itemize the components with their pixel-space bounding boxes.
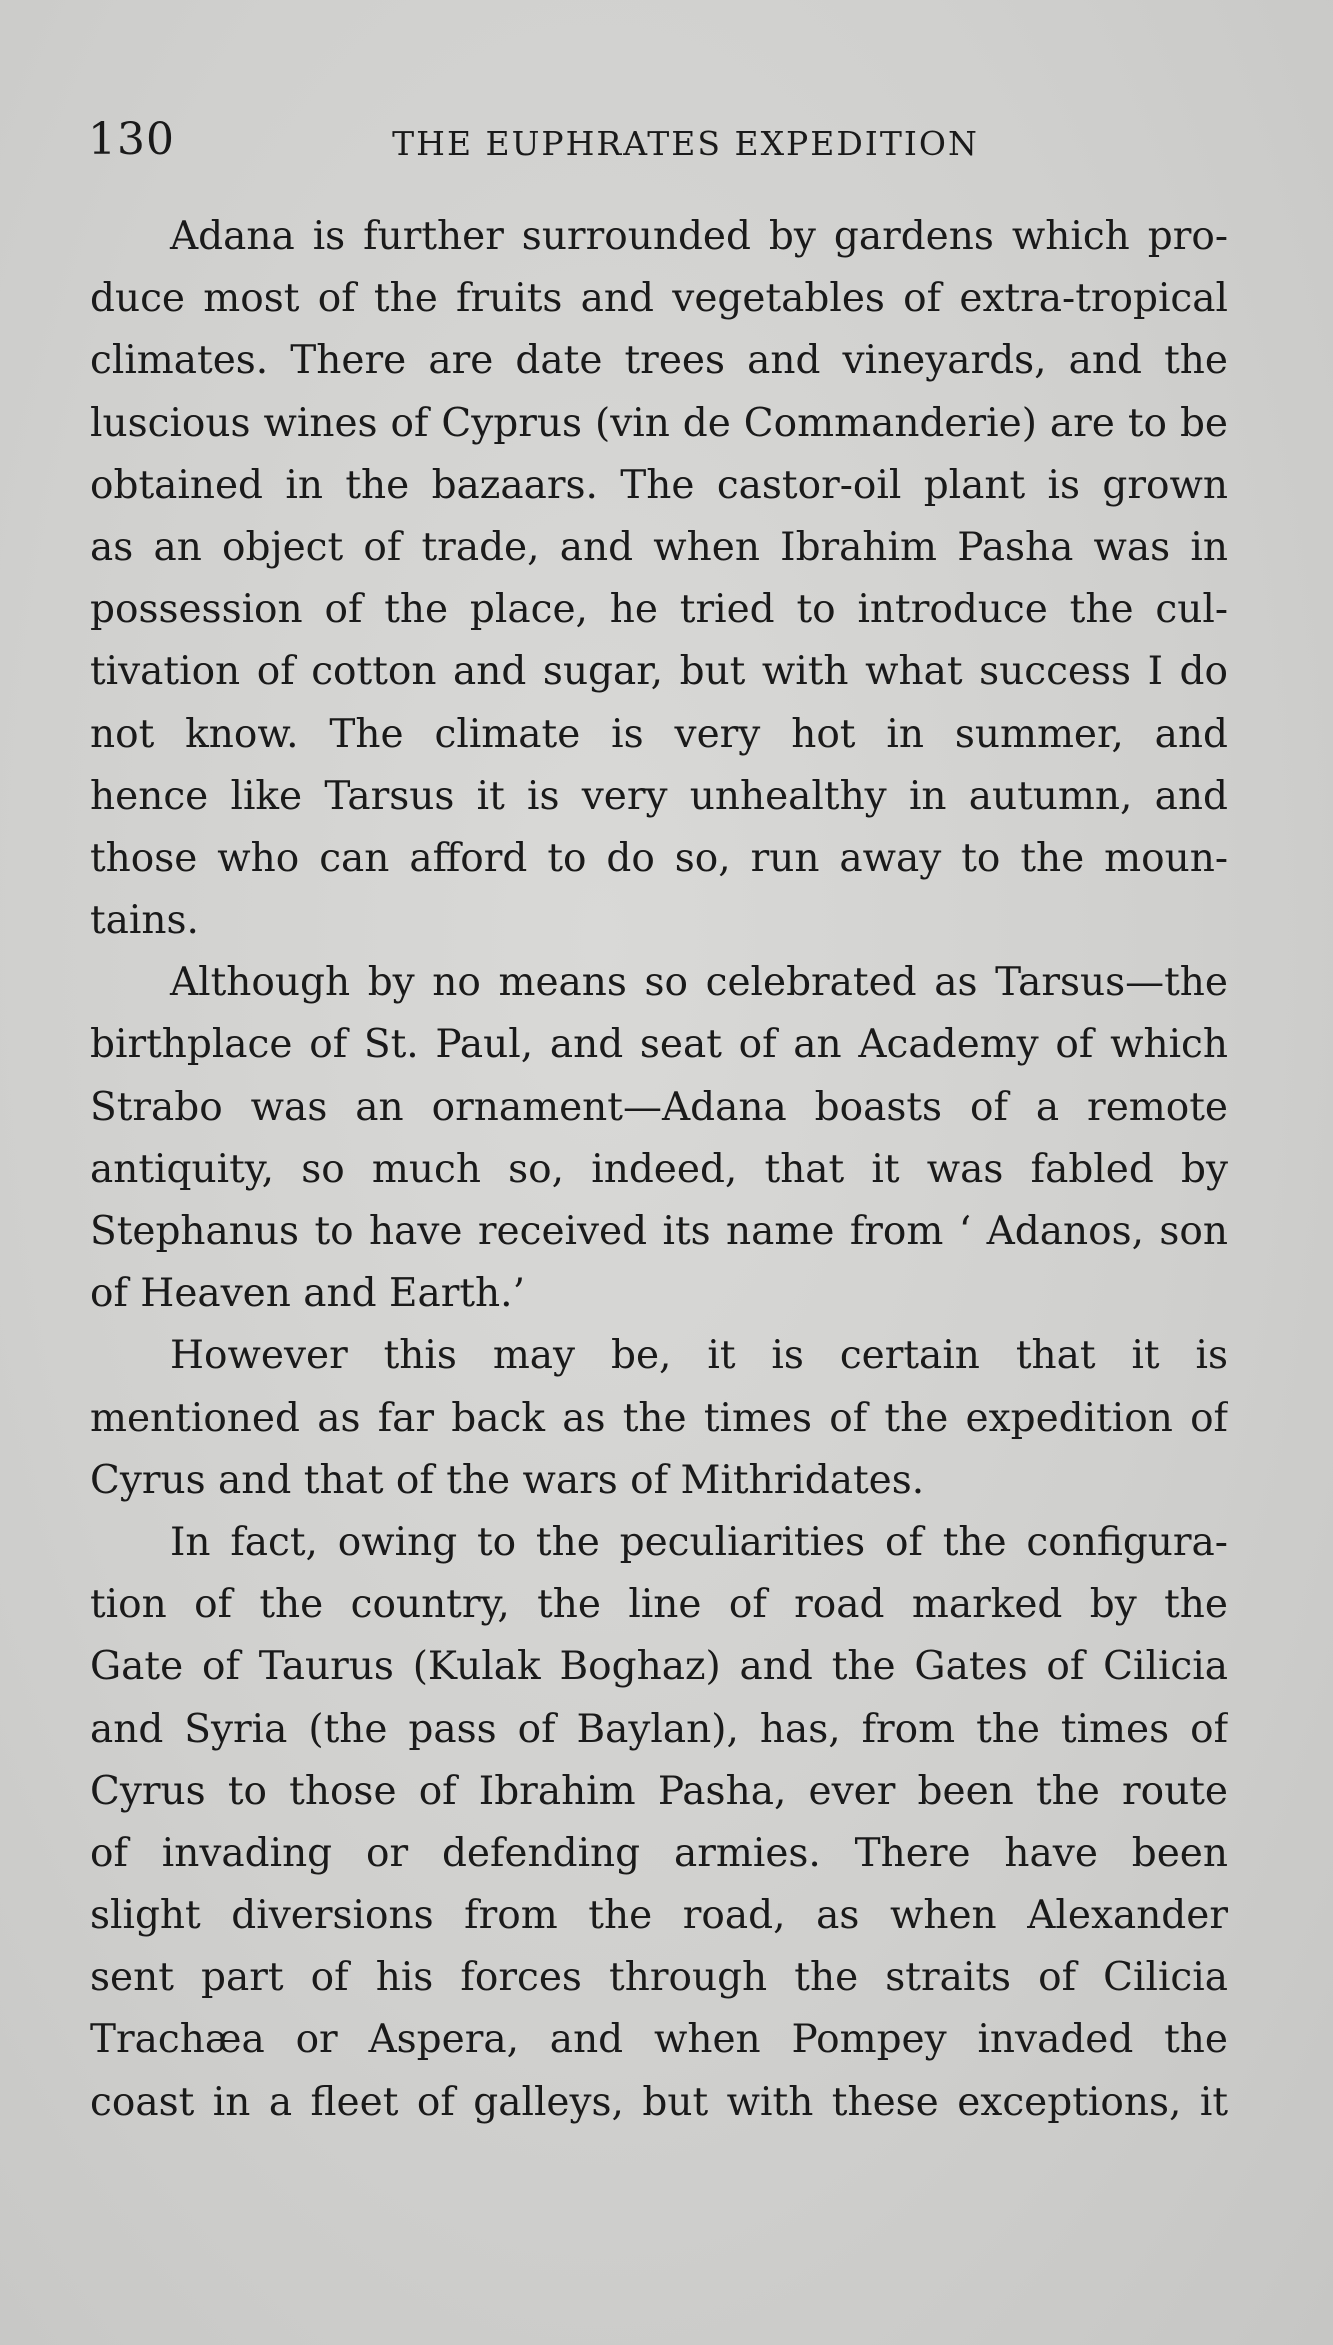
text-line: not know. The climate is very hot in summer, and [90, 711, 1228, 757]
text-line: duce most of the fruits and vegetables of extra-tropical [90, 276, 1228, 322]
text-line: obtained in the bazaars. The castor-oil plant is grown [90, 462, 1228, 508]
text-line: However this may be, it is certain that it is [170, 1333, 1228, 1379]
text-line: birthplace of St. Paul, and seat of an Academy of which [90, 1022, 1228, 1068]
text-line: of invading or defending armies. There have been [90, 1830, 1228, 1876]
text-line: luscious wines of Cyprus (vin de Commanderie) are to be [90, 400, 1228, 446]
running-title: THE EUPHRATES EXPEDITION [392, 124, 979, 163]
text-line: those who can afford to do so, run away to the moun- [90, 835, 1228, 881]
text-line: In fact, owing to the peculiarities of the configura- [170, 1519, 1228, 1565]
text-line: Strabo was an ornament—Adana boasts of a remote [90, 1084, 1228, 1130]
page-header [88, 108, 1243, 172]
text-line: Gate of Taurus (Kulak Boghaz) and the Gates of Cilicia [90, 1644, 1228, 1690]
text-line: coast in a fleet of galleys, but with these exceptions, it [90, 2079, 1228, 2125]
text-line: and Syria (the pass of Baylan), has, from the times of [90, 1706, 1228, 1752]
body-text [90, 206, 1228, 2134]
text-line: as an object of trade, and when Ibrahim Pasha was in [90, 524, 1228, 570]
text-line: Adana is further surrounded by gardens which pro- [170, 214, 1228, 259]
text-line: antiquity, so much so, indeed, that it was fabled by [90, 1146, 1228, 1192]
text-line: Stephanus to have received its name from ‘ Adanos, son [90, 1209, 1228, 1254]
text-line: Although by no means so celebrated as Tarsus—the [170, 960, 1228, 1006]
text-line: sent part of his forces through the straits of Cilicia [90, 1955, 1228, 2001]
text-line: tion of the country, the line of road marked by the [90, 1582, 1228, 1628]
text-line: hence like Tarsus it is very unhealthy in autumn, and [90, 773, 1228, 819]
text-line: Cyrus and that of the wars of Mithridates. [90, 1457, 925, 1503]
text-line: possession of the place, he tried to introduce the cul- [90, 587, 1228, 633]
text-line: tains. [90, 898, 199, 944]
text-line: of Heaven and Earth.’ [90, 1271, 525, 1317]
page-number: 130 [88, 114, 175, 165]
text-line: Cyrus to those of Ibrahim Pasha, ever been the route [90, 1768, 1228, 1814]
text-line: mentioned as far back as the times of the expedition of [90, 1395, 1228, 1441]
text-line: Trachæa or Aspera, and when Pompey invaded the [90, 2017, 1228, 2063]
text-line: tivation of cotton and sugar, but with what success I do [90, 649, 1228, 695]
text-line: climates. There are date trees and vineyards, and the [90, 338, 1228, 384]
text-line: slight diversions from the road, as when Alexander [90, 1893, 1228, 1939]
